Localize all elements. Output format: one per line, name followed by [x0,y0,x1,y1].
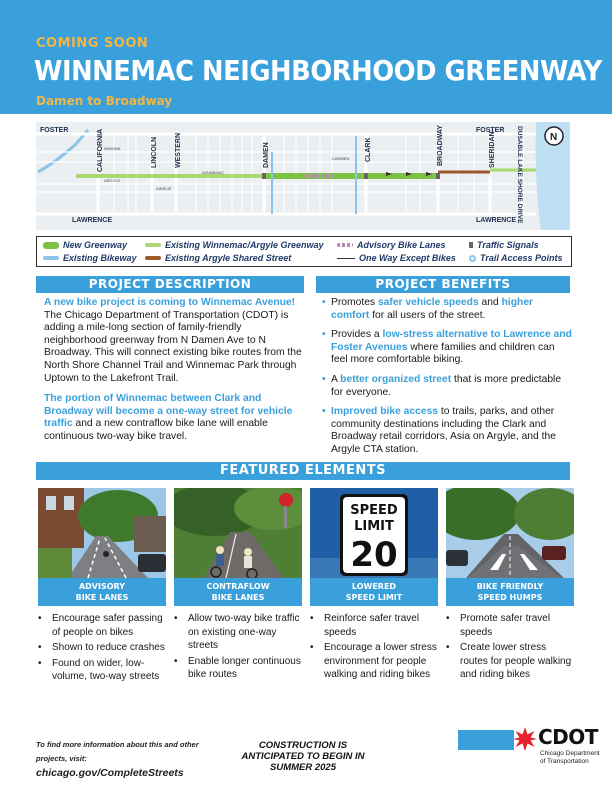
cdot-logo-bar [458,730,514,750]
contraflow-caption: CONTRAFLOW BIKE LANES [174,578,302,606]
map-label-argyle: ARGYLE [104,178,121,183]
chicago-star-icon [512,726,538,752]
legend-item [43,253,137,263]
benefit-item: • Promotes safer vehicle speeds and higher comfort for all users of the street. [322,297,574,322]
speed-sign-line-2: LIMIT [354,519,394,534]
footer-info [36,738,206,780]
speed-sign-value: 20 [350,535,398,575]
contraflow-bike-lanes-photo [174,488,302,578]
legend-label: Existing Argyle Shared Street [165,253,292,263]
legend-label: Advisory Bike Lanes [357,240,446,250]
header-banner [0,0,612,114]
north-compass-icon: N [550,132,558,143]
complete-streets-link[interactable]: chicago.gov/CompleteStreets [36,767,184,779]
list-item: • Allow two-way bike traffic on existing one-way streets [174,612,304,653]
list-item: • Found on wider, low-volume, two-way streets [38,657,168,684]
speed-sign-line-1: SPEED [350,503,398,518]
coming-soon-label: COMING SOON [36,36,149,51]
list-item: • Enable longer continuous bike routes [174,655,304,682]
map-label-lsd: DUSABLE LAKE SHORE DRIVE [516,126,523,224]
benefit-item: • A better organized street that is more predictable for everyone. [322,374,574,399]
lowered-speed-limit-photo [310,488,438,578]
benefit-item: • Improved bike access to trails, parks, and other community destinations including the Clark and Broadway retail corridors, Asia on Argyle, and the Argyle CTA station. [322,406,574,456]
map-label-carmen: CARMEN [332,156,350,161]
description-paragraph-2 [44,393,306,443]
footer-info-text: To find more information about this and other projects, visit: [36,740,199,763]
new-greenway-swatch-icon [43,242,59,249]
list-item: • Reinforce safer travel speeds [310,612,440,639]
legend-item [337,253,456,263]
legend-item [469,253,563,263]
advisory-bike-lanes-photo [38,488,166,578]
trail-access-icon [469,255,476,262]
map-label-california: CALIFORNIA [97,128,104,172]
map-label-sheridan: SHERIDAN [489,131,496,168]
legend-label: One Way Except Bikes [359,253,456,263]
legend-item [43,240,127,250]
route-map [36,122,570,230]
speed-humps-photo [446,488,574,578]
speed-limit-bullets [310,612,440,684]
map-label-ainslie: AINSLIE [156,186,172,191]
advisory-caption: ADVISORY BIKE LANES [38,578,166,606]
map-label-winnemac: WINNEMAC [202,170,225,175]
map-label-damen: DAMEN [263,142,270,168]
map-legend [36,236,572,267]
speed-limit-caption: LOWERED SPEED LIMIT [310,578,438,606]
route-map-svg [36,122,570,230]
legend-label: New Greenway [63,240,128,250]
contraflow-bullets [174,612,304,684]
legend-label: Existing Winnemac/Argyle Greenway [165,240,324,250]
map-label-western: WESTERN [175,133,182,168]
map-label-broadway: BROADWAY [437,125,444,166]
map-label-lawrence: LAWRENCE [72,217,113,224]
legend-item [469,240,539,250]
existing-greenway-swatch-icon [145,243,161,247]
project-description [44,297,306,444]
map-label-foster-east: FOSTER [476,127,505,134]
list-item: • Promote safer travel speeds [446,612,576,639]
cdot-logo-subtitle: Chicago Department of Transportation [540,750,600,765]
construction-notice: CONSTRUCTION IS ANTICIPATED TO BEGIN IN SUMMER 2025 [241,740,365,773]
featured-elements-heading: FEATURED ELEMENTS [36,462,570,480]
description-body-2: and a new contraflow bike lane will enable continuous two-way bike travel. [44,418,268,442]
project-description-heading: PROJECT DESCRIPTION [36,276,304,293]
project-benefits-heading: PROJECT BENEFITS [316,276,570,293]
legend-label: Traffic Signals [477,240,539,250]
description-paragraph-1 [44,297,306,385]
cdot-logo-text: CDOT [538,725,598,749]
map-label-lincoln: LINCOLN [151,136,158,168]
map-label-winona: WINONA [104,146,121,151]
legend-label: Existing Bikeway [63,253,137,263]
list-item: • Create lower stress routes for people walking and riding bikes [446,641,576,682]
page-subtitle: Damen to Broadway [36,94,173,108]
legend-item [145,253,291,263]
advisory-bullets [38,612,168,686]
speed-humps-bullets [446,612,576,684]
shared-street-swatch-icon [145,256,161,260]
list-item: • Encourage a lower stress environment for people walking and riding bikes [310,641,440,682]
traffic-signal-icon [469,242,473,248]
list-item: • Shown to reduce crashes [38,641,168,655]
legend-item [337,240,446,250]
project-benefits [322,297,574,464]
legend-item [145,240,323,250]
list-item: • Encourage safer passing of people on bikes [38,612,168,639]
description-body: The Chicago Department of Transportation (CDOT) is adding a mile-long section of family-friendly neighborhood greenway from N Damen Ave to N Broadway. This will connect existing bike routes from the North Shore Channel Trail and Winnemac Park through Uptown to the Lakefront Trail. [44,309,302,384]
speed-humps-caption: BIKE FRIENDLY SPEED HUMPS [446,578,574,606]
advisory-lane-swatch-icon [337,243,353,247]
map-label-clark: CLARK [365,137,372,162]
legend-label: Trail Access Points [480,253,563,263]
description-lead: A new bike project is coming to Winnemac Avenue! [44,297,296,308]
one-way-arrow-icon [337,258,355,259]
map-label-foster: FOSTER [40,127,69,134]
map-label-lawrence-east: LAWRENCE [476,217,517,224]
existing-bikeway-swatch-icon [43,256,59,260]
description-lead-2: The portion of Winnemac between Clark and Broadway will become a one-way street for vehicle traffic [44,393,293,430]
page-title: WINNEMAC NEIGHBORHOOD GREENWAY [34,54,602,87]
benefit-item: • Provides a low-stress alternative to Lawrence and Foster Avenues where families and children can feel more comfortable biking. [322,329,574,367]
